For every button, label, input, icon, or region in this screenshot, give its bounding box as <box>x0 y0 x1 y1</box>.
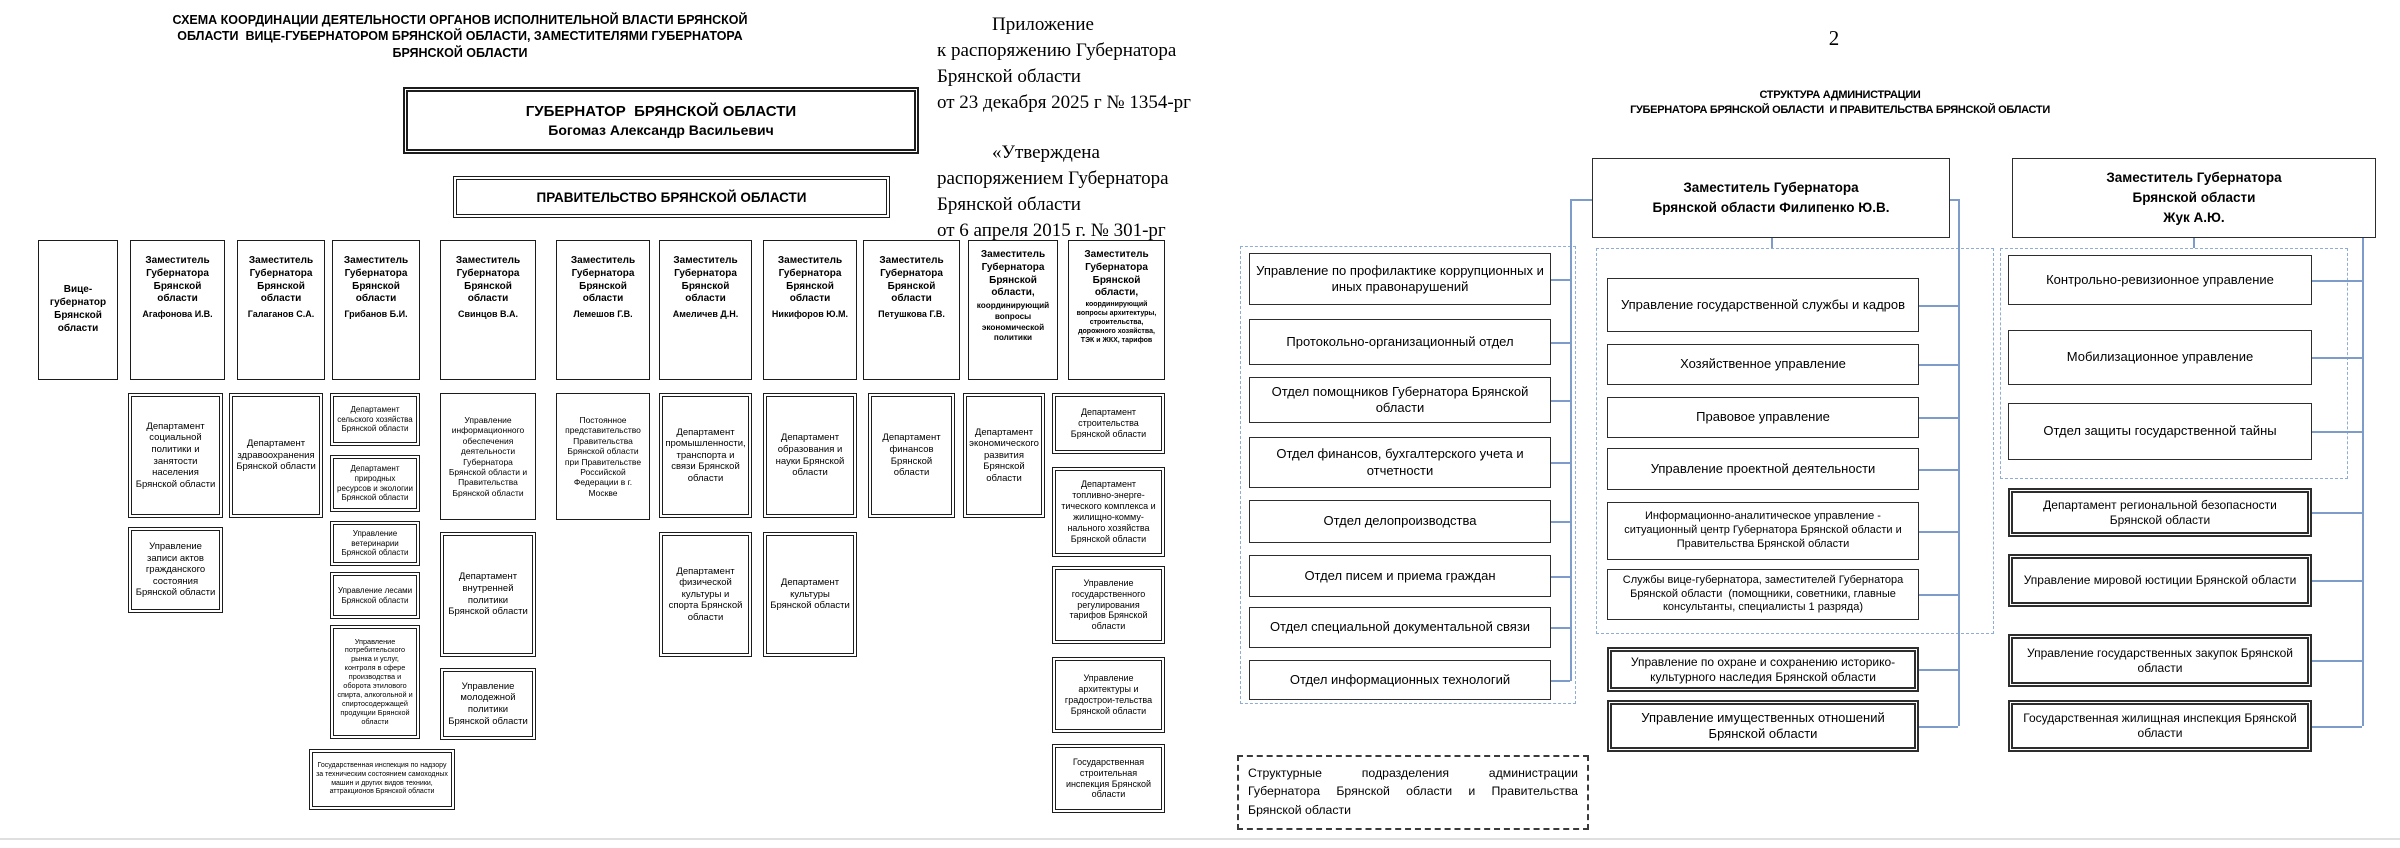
dept-box: Управление лесами Брянской области <box>330 572 420 619</box>
dept-box: Государственная строительная инспекция Брянской области <box>1052 744 1165 813</box>
connector-stub <box>1919 364 1958 366</box>
unit-box: Управление проектной деятельности <box>1607 448 1919 490</box>
page-bottom-edge <box>0 838 2400 840</box>
deputy-box <box>1068 240 1165 380</box>
connector-stub <box>1919 469 1958 471</box>
dept-column <box>963 393 1045 518</box>
dept-column <box>556 393 650 520</box>
deputy-role: Заместитель Губернатора Брянской области <box>343 255 409 305</box>
dept-box: Департамент физической культуры и спорта Брянской области <box>659 532 752 657</box>
dept-column <box>330 393 420 739</box>
deputy-box-filipenko <box>1592 158 1950 238</box>
deputy-role: Заместитель Губернатора Брянской области <box>248 255 314 305</box>
government-box: ПРАВИТЕЛЬСТВО БРЯНСКОЙ ОБЛАСТИ <box>453 176 890 218</box>
deputy-name: Агафонова И.В. <box>142 309 213 320</box>
unit-box: Отдел информационных технологий <box>1249 660 1551 700</box>
dept-column <box>128 393 223 613</box>
decree-annotation <box>937 12 1237 244</box>
connector-stub <box>1919 305 1958 307</box>
deputy-box <box>440 240 536 380</box>
dept-box: Управление информационного обеспечения деятельности Губернатора Брянской области и Правительства Брянской области <box>440 393 536 520</box>
page-number: 2 <box>1828 26 1840 50</box>
annotation-line: Брянской области <box>937 66 1081 87</box>
dept-column <box>440 393 536 740</box>
deputy-role: Заместитель Губернатора Брянской области <box>879 255 944 305</box>
annotation-line: «Утверждена <box>992 142 1100 163</box>
dept-box: Департамент образования и науки Брянской области <box>763 393 857 518</box>
annotation-line: от 23 декабря 2025 г № 1354-рг <box>937 92 1191 113</box>
legend-box: Структурные подразделения администрации Губернатора Брянской области и Правительства Брянской области <box>1237 755 1589 830</box>
deputy-box <box>237 240 325 380</box>
admin-units-column <box>2008 255 2312 752</box>
connector-stub <box>1551 521 1570 523</box>
dept-column <box>1052 393 1165 813</box>
right-chart-title-line: ГУБЕРНАТОРА БРЯНСКОЙ ОБЛАСТИ И ПРАВИТЕЛЬСТВА БРЯНСКОЙ ОБЛАСТИ <box>1630 103 2050 116</box>
dept-box: Управление ветеринарии Брянской области <box>330 521 420 566</box>
connector-tick <box>2193 238 2195 248</box>
deputy-line: Заместитель Губернатора <box>2106 169 2282 185</box>
connector-stub <box>1919 726 1958 728</box>
unit-box: Отдел специальной документальной связи <box>1249 607 1551 648</box>
annotation-line: Приложение <box>992 14 1094 35</box>
dept-box: Управление государственного регулирования тарифов Брянской области <box>1052 566 1165 644</box>
dept-box: Управление архитектуры и градострои-тельства Брянской области <box>1052 657 1165 733</box>
unit-box: Управление по профилактике коррупционных и иных правонарушений <box>1249 253 1551 305</box>
unit-box: Контрольно-ревизионное управление <box>2008 255 2312 305</box>
dept-column <box>868 393 955 518</box>
deputy-box <box>659 240 752 380</box>
connector-stub <box>2312 726 2362 728</box>
unit-box: Государственная жилищная инспекция Брянской области <box>2008 700 2312 752</box>
unit-box: Протокольно-организационный отдел <box>1249 319 1551 365</box>
deputy-name: Галаганов С.А. <box>247 309 315 320</box>
unit-box: Отдел делопроизводства <box>1249 500 1551 543</box>
deputy-line: Заместитель Губернатора <box>1683 179 1859 195</box>
right-chart-title-line: СТРУКТУРА АДМИНИСТРАЦИИ <box>1759 89 1921 101</box>
left-chart-title <box>95 12 825 61</box>
annotation-line <box>937 116 1237 140</box>
connector-stub <box>1551 400 1570 402</box>
unit-box: Информационно-аналитическое управление - ситуационный центр Губернатора Брянской области и Правительства Брянской области <box>1607 502 1919 560</box>
annotation-line: к распоряжению Губернатора <box>937 40 1177 61</box>
deputy-name: Никифоров Ю.М. <box>771 309 849 320</box>
dept-box: Управление молодежной политики Брянской области <box>440 668 536 740</box>
deputy-note: координирующий вопросы экономической политики <box>976 301 1050 343</box>
deputy-box <box>130 240 225 380</box>
unit-box: Отдел защиты государственной тайны <box>2008 403 2312 460</box>
deputy-name: Лемешов Г.В. <box>573 309 633 320</box>
annotation-line: Брянской области <box>937 194 1081 215</box>
unit-box: Мобилизационное управление <box>2008 330 2312 385</box>
dept-box: Департамент финансов Брянской области <box>868 393 955 518</box>
connector-stub <box>1919 417 1958 419</box>
unit-box: Департамент региональной безопасности Брянской области <box>2008 488 2312 537</box>
unit-box: Управление мировой юстиции Брянской области <box>2008 554 2312 607</box>
unit-box: Отдел финансов, бухгалтерского учета и отчетности <box>1249 437 1551 488</box>
deputy-line: Жук А.Ю. <box>2163 210 2225 226</box>
right-chart-title <box>1590 88 2090 118</box>
deputy-line: Брянской области Филипенко Ю.В. <box>1652 200 1890 215</box>
dept-column <box>659 393 752 657</box>
connector-stub <box>1551 462 1570 464</box>
dept-box: Постоянное представительство Правительства Брянской области при Правительстве Российской Федерации в г. Москве <box>556 393 650 520</box>
unit-box: Правовое управление <box>1607 397 1919 438</box>
connector-stub <box>2312 512 2362 514</box>
connector-vertical-right <box>2362 238 2364 726</box>
unit-box: Управление по охране и сохранению историко-культурного наследия Брянской области <box>1607 647 1919 692</box>
admin-units-column <box>1249 253 1551 700</box>
deputy-line: Брянской области <box>2132 189 2256 205</box>
connector-vertical-left <box>1570 199 1572 681</box>
deputy-name: Грибанов Б.И. <box>344 309 408 320</box>
deputy-role: Заместитель Губернатора Брянской области <box>455 255 521 305</box>
dept-column <box>229 393 323 518</box>
dept-box: Департамент здравоохранения Брянской области <box>229 393 323 518</box>
connector-stub <box>2312 660 2362 662</box>
connector-vertical-middle <box>1958 199 1960 726</box>
unit-box: Отдел помощников Губернатора Брянской области <box>1249 377 1551 423</box>
deputy-name: Свинцов В.А. <box>457 309 519 320</box>
connector-stub <box>1551 279 1570 281</box>
unit-box: Службы вице-губернатора, заместителей Губернатора Брянской области (помощники, советники, главные консультанты, специалисты 1 разряда) <box>1607 569 1919 620</box>
dept-box: Департамент строительства Брянской области <box>1052 393 1165 454</box>
deputy-role: Заместитель Губернатора Брянской области <box>673 255 738 305</box>
connector-stub <box>1919 594 1958 596</box>
left-chart-title-line: БРЯНСКОЙ ОБЛАСТИ <box>392 45 528 60</box>
deputy-role: Заместитель Губернатора Брянской области <box>777 255 843 305</box>
connector-stub <box>1950 199 1958 201</box>
unit-box: Управление государственной службы и кадров <box>1607 278 1919 332</box>
dept-box: Департамент экономического развития Брянской области <box>963 393 1045 518</box>
left-chart-title-line: СХЕМА КООРДИНАЦИИ ДЕЯТЕЛЬНОСТИ ОРГАНОВ ИСПОЛНИТЕЛЬНОЙ ВЛАСТИ БРЯНСКОЙ <box>172 13 748 27</box>
connector-stub <box>1551 342 1570 344</box>
connector-stub <box>1551 680 1570 682</box>
dept-box-state-inspection: Государственная инспекция по надзору за техническим состоянием самоходных машин и других видов техники, аттракционов Брянской области <box>309 749 455 810</box>
dept-column <box>763 393 857 657</box>
dept-box: Управление потребительского рынка и услуг, контроля в сфере производства и оборота этилового спирта, алкогольной и спиртосодержащей продукции Брянской области <box>330 625 420 739</box>
unit-box: Управление имущественных отношений Брянской области <box>1607 700 1919 752</box>
dept-box: Департамент внутренней политики Брянской области <box>440 532 536 657</box>
annotation-line: от 6 апреля 2015 г. № 301-рг <box>937 220 1166 241</box>
deputy-role: Заместитель Губернатора Брянской области <box>570 255 636 305</box>
deputy-box-zhuk <box>2012 158 2376 238</box>
unit-box: Отдел писем и приема граждан <box>1249 555 1551 597</box>
connector-stub <box>1551 576 1570 578</box>
dept-box: Управление записи актов гражданского состояния Брянской области <box>128 527 223 613</box>
connector-stub <box>2312 280 2362 282</box>
governor-box <box>403 87 919 154</box>
connector-tick <box>1771 238 1773 248</box>
connector-stub <box>1919 669 1958 671</box>
admin-units-column <box>1607 278 1919 752</box>
connector-stub <box>2312 431 2362 433</box>
unit-box: Хозяйственное управление <box>1607 344 1919 385</box>
deputy-role: Заместитель Губернатора Брянской области, <box>980 249 1046 299</box>
dept-box: Департамент топливно-энерге-тического комплекса и жилищно-комму-нального хозяйства Брянской области <box>1052 467 1165 557</box>
dept-box: Департамент культуры Брянской области <box>763 532 857 657</box>
deputy-box <box>863 240 960 380</box>
deputy-role: Заместитель Губернатора Брянской области, <box>1084 249 1149 299</box>
dept-box: Департамент сельского хозяйства Брянской области <box>330 393 420 446</box>
deputy-note: координирующий вопросы архитектуры, строительства, дорожного хозяйства, ТЭК и ЖКХ, тарифов <box>1076 301 1157 344</box>
dept-box: Департамент социальной политики и занятости населения Брянской области <box>128 393 223 518</box>
deputy-box <box>763 240 857 380</box>
connector-stub <box>1919 531 1958 533</box>
dept-box: Департамент промышленности, транспорта и связи Брянской области <box>659 393 752 518</box>
dept-box: Департамент природных ресурсов и экологии Брянской области <box>330 455 420 512</box>
left-chart-title-line: ОБЛАСТИ ВИЦЕ-ГУБЕРНАТОРОМ БРЯНСКОЙ ОБЛАСТИ, ЗАМЕСТИТЕЛЯМИ ГУБЕРНАТОРА <box>177 29 743 44</box>
deputy-box <box>38 240 118 380</box>
deputy-name: Амеличев Д.Н. <box>672 309 739 320</box>
connector-stub <box>1570 199 1592 201</box>
unit-box: Управление государственных закупок Брянской области <box>2008 634 2312 687</box>
connector-stub <box>1551 627 1570 629</box>
annotation-line: распоряжением Губернатора <box>937 168 1169 189</box>
deputy-name: Петушкова Г.В. <box>878 309 945 320</box>
deputy-role: Вице-губернатор Брянской области <box>49 284 107 334</box>
deputy-box <box>556 240 650 380</box>
deputy-box <box>968 240 1058 380</box>
governor-title: ГУБЕРНАТОР БРЯНСКОЙ ОБЛАСТИ <box>525 103 797 120</box>
connector-stub <box>2312 580 2362 582</box>
governor-name: Богомаз Александр Васильевич <box>548 122 774 138</box>
connector-stub <box>2312 357 2362 359</box>
deputy-box <box>332 240 420 380</box>
deputy-role: Заместитель Губернатора Брянской области <box>145 255 210 305</box>
